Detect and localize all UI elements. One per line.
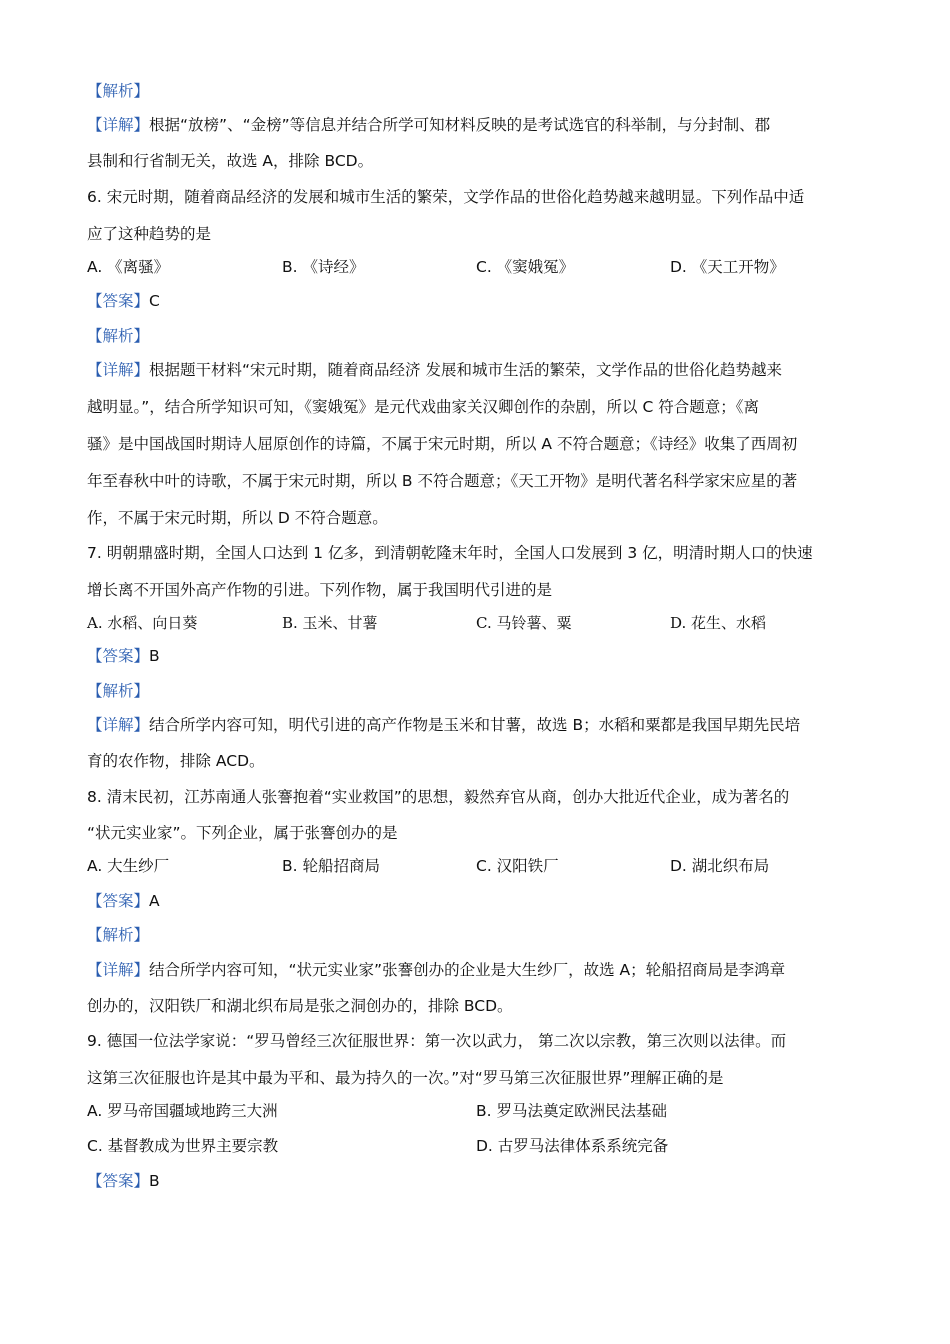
detail-line: 【详解】根据题干材料“宋元时期，随着商品经济 发展和城市生活的繁荣，文学作品的世俗化趋势越来 xyxy=(87,361,782,379)
detail-line: 【详解】根据“放榜”、“金榜”等信息并结合所学可知材料反映的是考试选官的科举制，与分封制、郡 xyxy=(87,116,771,134)
option-c: C. 基督教成为世界主要宗教 xyxy=(87,1137,279,1155)
analysis-label: 【解析】 xyxy=(87,327,150,345)
detail-line: 【详解】结合所学内容可知，“状元实业家”张謇创办的企业是大生纱厂，故选 A；轮船招商局是李鸿章 xyxy=(87,961,786,979)
question-6-stem: 应了这种趋势的是 xyxy=(87,225,212,243)
option-b: B. 轮船招商局 xyxy=(282,857,380,875)
option-a: A. 《离骚》 xyxy=(87,258,170,276)
option-b: B. 玉米、甘薯 xyxy=(282,614,378,632)
detail-line: 骚》是中国战国时期诗人屈原创作的诗篇，不属于宋元时期，所以 A 不符合题意；《诗经》收集了西周初 xyxy=(87,435,798,453)
detail-line: 创办的，汉阳铁厂和湖北织布局是张之洞创办的，排除 BCD。 xyxy=(87,997,513,1015)
detail-line: 【详解】结合所学内容可知，明代引进的高产作物是玉米和甘薯，故选 B；水稻和粟都是我国早期先民培 xyxy=(87,716,801,734)
answer-line: 【答案】B xyxy=(87,647,160,665)
detail-line: 年至春秋中叶的诗歌，不属于宋元时期，所以 B 不符合题意；《天工开物》是明代著名科学家宋应星的著 xyxy=(87,472,798,490)
option-c: C. 汉阳铁厂 xyxy=(476,857,559,875)
analysis-label: 【解析】 xyxy=(87,926,150,944)
option-d: D. 古罗马法律体系系统完备 xyxy=(476,1137,669,1155)
question-6-stem: 6. 宋元时期，随着商品经济的发展和城市生活的繁荣，文学作品的世俗化趋势越来越明显。下列作品中适 xyxy=(87,188,805,206)
question-9-stem: 这第三次征服也许是其中最为平和、最为持久的一次。”对“罗马第三次征服世界”理解正确的是 xyxy=(87,1069,724,1087)
option-c: C. 《窦娥冤》 xyxy=(476,258,575,276)
question-9-stem: 9. 德国一位法学家说：“罗马曾经三次征服世界：第一次以武力， 第二次以宗教，第三次则以法律。而 xyxy=(87,1032,787,1050)
option-d: D. 湖北织布局 xyxy=(670,857,770,875)
option-a: A. 罗马帝国疆域地跨三大洲 xyxy=(87,1102,278,1120)
question-8-stem: 8. 清末民初，江苏南通人张謇抱着“实业救国”的思想，毅然弃官从商，创办大批近代企业，成为著名的 xyxy=(87,788,790,806)
option-c: C. 马铃薯、粟 xyxy=(476,614,572,632)
detail-line: 作，不属于宋元时期，所以 D 不符合题意。 xyxy=(87,509,388,527)
detail-line: 育的农作物，排除 ACD。 xyxy=(87,752,265,770)
option-a: A. 水稻、向日葵 xyxy=(87,614,198,632)
question-7-stem: 增长离不开国外高产作物的引进。下列作物，属于我国明代引进的是 xyxy=(87,581,553,599)
answer-line: 【答案】A xyxy=(87,892,160,910)
question-7-stem: 7. 明朝鼎盛时期，全国人口达到 1 亿多，到清朝乾隆末年时，全国人口发展到 3 亿，明清时期人口的快速 xyxy=(87,544,813,562)
detail-line: 县制和行省制无关，故选 A，排除 BCD。 xyxy=(87,152,374,170)
option-a: A. 大生纱厂 xyxy=(87,857,170,875)
option-b: B. 《诗经》 xyxy=(282,258,365,276)
analysis-label: 【解析】 xyxy=(87,682,150,700)
answer-line: 【答案】B xyxy=(87,1172,160,1190)
question-8-stem: “状元实业家”。下列企业，属于张謇创办的是 xyxy=(87,824,398,842)
option-d: D. 《天工开物》 xyxy=(670,258,785,276)
analysis-label: 【解析】 xyxy=(87,82,150,100)
detail-line: 越明显。”，结合所学知识可知，《窦娥冤》是元代戏曲家关汉卿创作的杂剧，所以 C 符合题意；《离 xyxy=(87,398,759,416)
option-b: B. 罗马法奠定欧洲民法基础 xyxy=(476,1102,667,1120)
answer-line: 【答案】C xyxy=(87,292,160,310)
option-d: D. 花生、水稻 xyxy=(670,614,767,632)
